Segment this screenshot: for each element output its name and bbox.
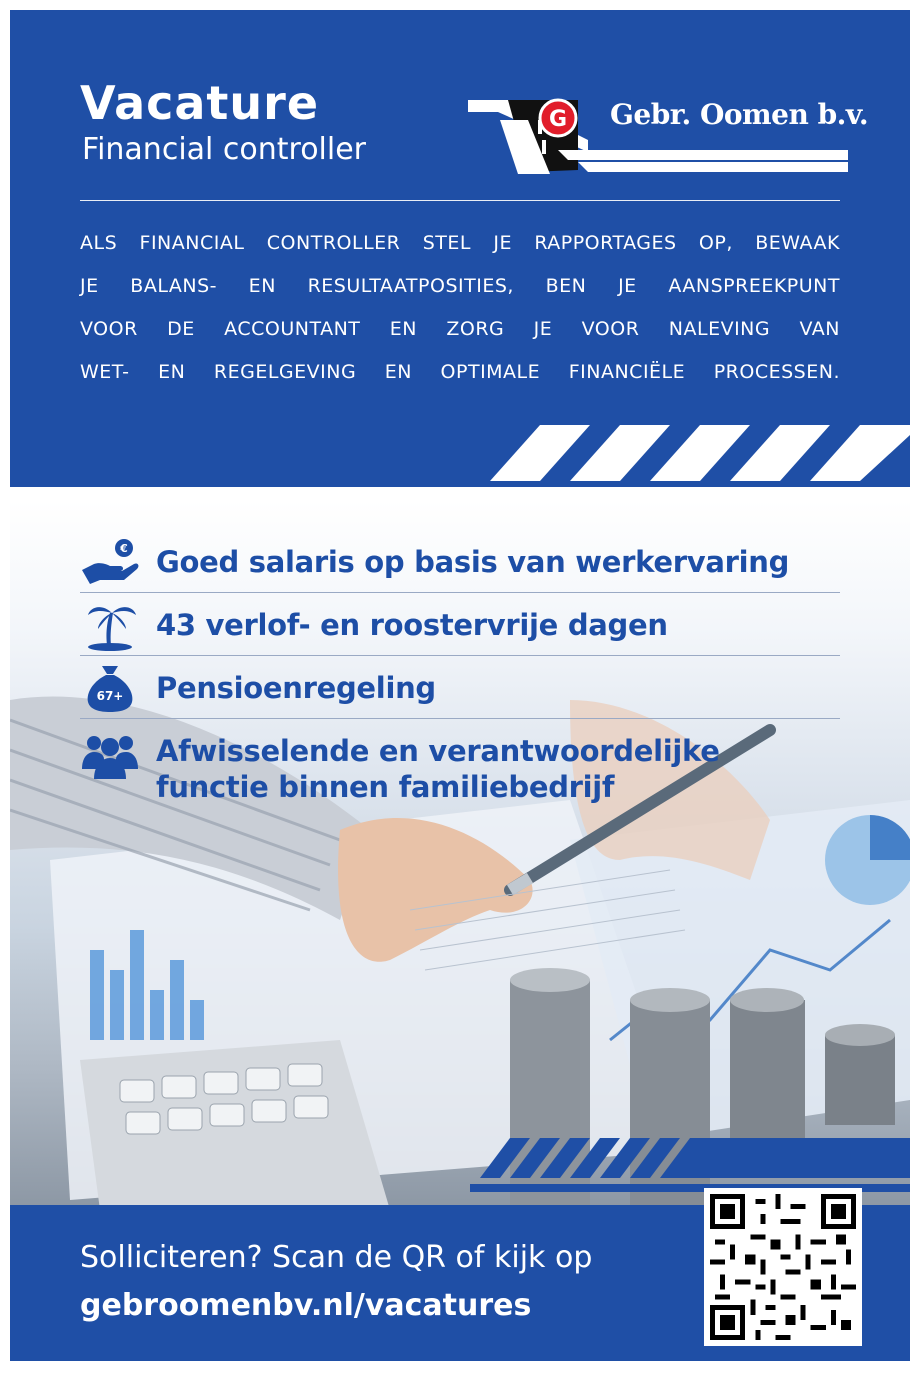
calculator-icon xyxy=(80,1040,390,1210)
benefit-text xyxy=(156,733,720,805)
benefit-text-line: Afwisselende en verantwoordelijke xyxy=(156,734,720,768)
benefit-text: Goed salaris op basis van werkervaring xyxy=(156,545,790,579)
hand-coin-icon xyxy=(80,536,140,588)
intro-text xyxy=(80,222,840,394)
job-title: Financial controller xyxy=(82,132,367,167)
page-title: Vacature xyxy=(80,76,320,130)
benefit-item xyxy=(80,593,840,656)
money-bag-icon xyxy=(80,662,140,714)
intro-line: ALS FINANCIAL CONTROLLER STEL JE RAPPORTAGES OP, BEWAAK xyxy=(80,232,840,254)
svg-text:€: € xyxy=(120,542,128,555)
road-stripes-decoration xyxy=(10,425,910,505)
benefit-text-line: functie binnen familiebedrijf xyxy=(156,770,615,804)
intro-line: JE BALANS- EN RESULTAATPOSITIES, BEN JE AANSPREEKPUNT xyxy=(80,275,840,297)
intro-line: VOOR DE ACCOUNTANT EN ZORG JE VOOR NALEVING VAN xyxy=(80,318,840,340)
benefit-item xyxy=(80,719,840,819)
benefit-item xyxy=(80,530,840,593)
divider xyxy=(80,200,840,201)
people-group-icon xyxy=(80,729,140,781)
benefit-item xyxy=(80,656,840,719)
company-name: Gebr. Oomen b.v. xyxy=(610,98,869,131)
palm-island-icon xyxy=(80,599,140,651)
intro-line: WET- EN REGELGEVING EN OPTIMALE FINANCIËLE PROCESSEN. xyxy=(80,361,840,383)
qr-code-icon[interactable] xyxy=(704,1188,862,1346)
cta-text: Solliciteren? Scan de QR of kijk op xyxy=(80,1240,593,1275)
benefit-text: Pensioenregeling xyxy=(156,671,436,705)
vacancy-url-link[interactable]: gebroomenbv.nl/vacatures xyxy=(80,1288,532,1323)
benefit-text: 43 verlof- en roostervrije dagen xyxy=(156,608,668,642)
benefits-list xyxy=(80,530,840,819)
money-bag-label: 67+ xyxy=(96,689,124,703)
vacancy-poster xyxy=(10,10,910,1361)
svg-text:G: G xyxy=(548,107,568,132)
